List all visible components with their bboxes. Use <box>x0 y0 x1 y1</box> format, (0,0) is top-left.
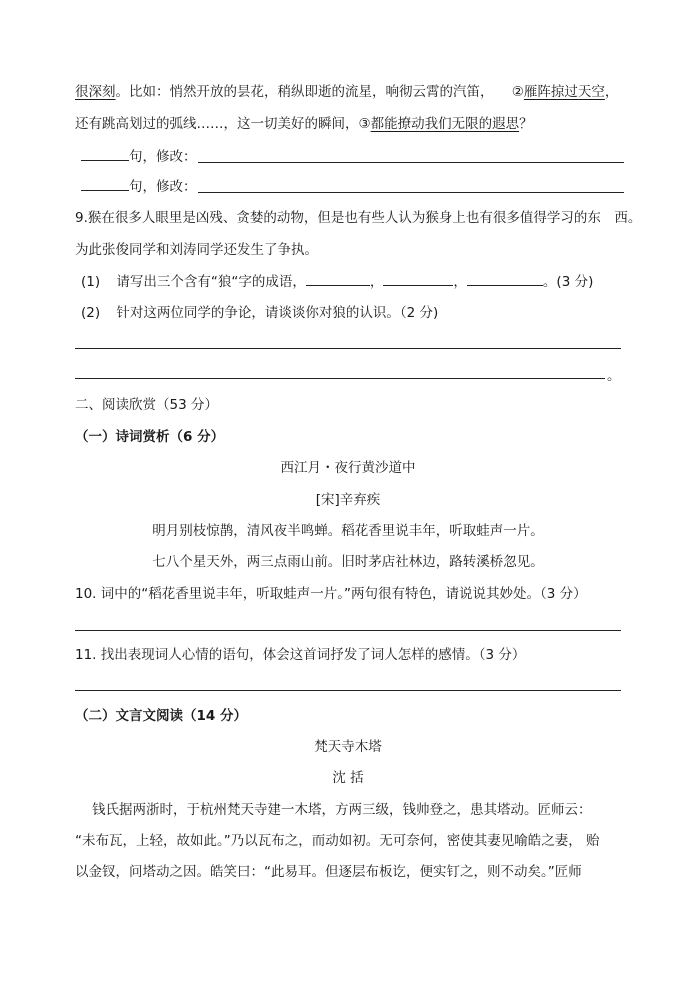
answer-end-period: 。 <box>607 368 621 384</box>
answer-line[interactable] <box>75 690 621 691</box>
q8-fix-row-1: 句，修改： <box>81 146 197 167</box>
classical-section-heading: （二）文言文阅读（14 分） <box>75 708 247 724</box>
question-11: 11. 找出表现词人心情的语句，体会这首词抒发了词人怎样的感情。（3 分） <box>75 647 526 663</box>
poem-line-1: 明月别枝惊鹊，清风夜半鸣蝉。稻花香里说丰年，听取蛙声一片。 <box>152 523 544 539</box>
text-author: 沈 括 <box>332 770 364 786</box>
poem-author: [宋]辛弃疾 <box>315 492 381 508</box>
idiom-blank-3[interactable] <box>467 271 543 286</box>
question-10: 10. 词中的“稻花香里说丰年，听取蛙声一片。”两句很有特色，请说说其妙处。（3 分） <box>75 586 587 602</box>
poetry-section-heading: （一）诗词赏析（6 分） <box>75 429 225 445</box>
classical-text-line-3: 以金钗，问塔动之因。皓笑曰：“此易耳。但逐层布板讫，便实钉之，则不动矣。”匠师 <box>75 864 582 880</box>
idiom-blank-2[interactable] <box>383 271 453 286</box>
answer-line[interactable] <box>75 630 621 631</box>
q9-stem-line-2: 为此张俊同学和刘涛同学还发生了争执。 <box>75 242 318 258</box>
fix-answer-line[interactable] <box>198 192 624 193</box>
answer-line[interactable] <box>75 348 621 349</box>
idiom-blank-1[interactable] <box>306 271 370 286</box>
q9-sub-2: (2) 针对这两位同学的争论，请谈谈你对狼的认识。（2 分) <box>81 305 439 321</box>
poem-title: 西江月・夜行黄沙道中 <box>280 460 416 476</box>
q9-stem-line-1: 9.猴在很多人眼里是凶残、贪婪的动物，但是也有些人认为猴身上也有很多值得学习的东 西。 <box>75 210 642 226</box>
q8-fix-row-2: 句，修改： <box>81 176 197 197</box>
fix-answer-line[interactable] <box>198 162 624 163</box>
q8-underlined-phrase-3: 都能撩动我们无限的遐思 <box>370 116 520 132</box>
sentence-number-blank[interactable] <box>81 176 129 191</box>
poem-line-2: 七八个星天外，两三点雨山前。旧时茅店社林边，路转溪桥忽见。 <box>152 554 544 570</box>
q8-line-2: 还有跳高划过的弧线……，这一切美好的瞬间，③都能撩动我们无限的遐思？ <box>75 116 533 132</box>
q8-underlined-phrase-1: 很深刻 <box>75 84 116 100</box>
q8-line-1: 很深刻。比如：悄然开放的昙花，稍纵即逝的流星，响彻云霄的汽笛， ②雁阵掠过天空， <box>75 84 619 100</box>
text-title: 梵天寺木塔 <box>314 739 382 755</box>
sentence-number-blank[interactable] <box>81 146 129 161</box>
q9-sub-1: (1) 请写出三个含有“狼“字的成语， ， ， 。(3 分) <box>81 271 593 292</box>
classical-text-line-1: 钱氏据两浙时，于杭州梵天寺建一木塔，方两三级，钱帅登之，患其塔动。匠师云： <box>92 802 592 818</box>
q8-underlined-phrase-2: 雁阵掠过天空 <box>523 84 605 100</box>
classical-text-line-2: “未布瓦，上轻，故如此。”乃以瓦布之，而动如初。无可奈何，密使其妻见喻皓之妻， 贻 <box>75 833 600 849</box>
answer-line[interactable] <box>75 378 605 379</box>
section-heading: 二、阅读欣赏（53 分） <box>75 397 218 413</box>
